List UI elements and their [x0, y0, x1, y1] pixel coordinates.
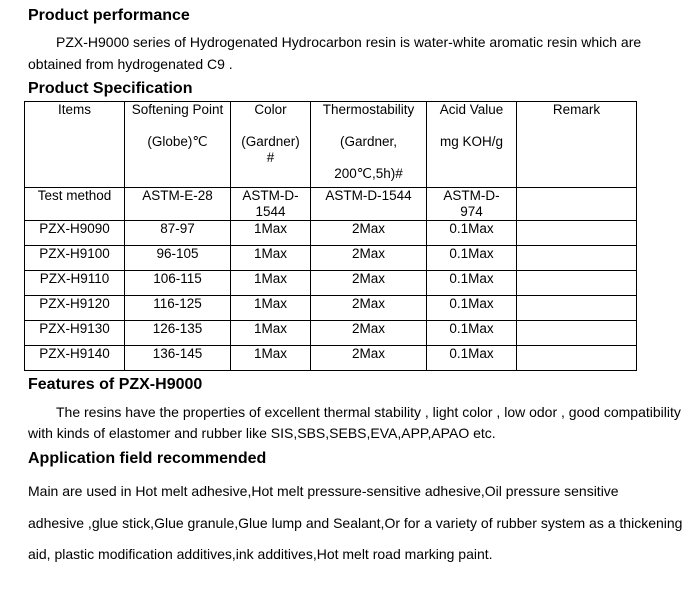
- cell-remark: [517, 246, 637, 271]
- cell-color: 1Max: [231, 296, 311, 321]
- cell-thermostability: 2Max: [311, 246, 427, 271]
- application-text-line-3: aid, plastic modification additives,ink additives,Hot melt road marking paint.: [28, 546, 493, 562]
- header-acid-value: Acid Value mg KOH/g: [427, 102, 517, 188]
- features-text-line-1: The resins have the properties of excellent thermal stability , light color , low odor , good compatibility: [56, 404, 681, 420]
- header-softening-point: Softening Point (Globe)℃: [125, 102, 231, 188]
- cell-item: PZX-H9110: [25, 271, 125, 296]
- performance-text-line-1: PZX-H9000 series of Hydrogenated Hydrocarbon resin is water-white aromatic resin which are: [56, 34, 642, 50]
- header-remark: Remark: [517, 102, 637, 188]
- application-heading: Application field recommended: [28, 450, 267, 467]
- cell-color: 1Max: [231, 346, 311, 371]
- test-method-color: ASTM-D- 1544: [231, 188, 311, 221]
- product-specification-heading: Product Specification: [28, 80, 193, 97]
- cell-softening: 106-115: [125, 271, 231, 296]
- cell-color: 1Max: [231, 271, 311, 296]
- application-text-line-1: Main are used in Hot melt adhesive,Hot melt pressure-sensitive adhesive,Oil pressure sensitive: [28, 483, 619, 499]
- cell-thermostability: 2Max: [311, 346, 427, 371]
- cell-remark: [517, 346, 637, 371]
- cell-acid: 0.1Max: [427, 296, 517, 321]
- test-method-acid: ASTM-D- 974: [427, 188, 517, 221]
- product-performance-heading: Product performance: [28, 7, 190, 24]
- cell-item: PZX-H9120: [25, 296, 125, 321]
- specification-table: [24, 101, 637, 371]
- table-header-row: [25, 102, 637, 188]
- application-text-line-2: adhesive ,glue stick,Glue granule,Glue lump and Sealant,Or for a variety of rubber system as a thickening: [28, 515, 683, 531]
- cell-thermostability: 2Max: [311, 221, 427, 246]
- table-row: [25, 246, 637, 271]
- performance-text-line-2: obtained from hydrogenated C9 .: [28, 56, 233, 72]
- header-items: Items: [25, 102, 125, 188]
- cell-softening: 136-145: [125, 346, 231, 371]
- test-method-remark: [517, 188, 637, 221]
- test-method-softening: ASTM-E-28: [125, 188, 231, 221]
- cell-remark: [517, 271, 637, 296]
- cell-item: PZX-H9140: [25, 346, 125, 371]
- features-heading: Features of PZX-H9000: [28, 376, 203, 393]
- cell-acid: 0.1Max: [427, 321, 517, 346]
- cell-color: 1Max: [231, 221, 311, 246]
- header-thermostability: Thermostability (Gardner, 200℃,5h)#: [311, 102, 427, 188]
- cell-item: PZX-H9100: [25, 246, 125, 271]
- table-row: [25, 221, 637, 246]
- cell-thermostability: 2Max: [311, 321, 427, 346]
- table-row: [25, 321, 637, 346]
- cell-item: PZX-H9130: [25, 321, 125, 346]
- features-text-line-2: with kinds of elastomer and rubber like SIS,SBS,SEBS,EVA,APP,APAO etc.: [28, 425, 496, 441]
- cell-acid: 0.1Max: [427, 346, 517, 371]
- cell-acid: 0.1Max: [427, 246, 517, 271]
- test-method-label: Test method: [25, 188, 125, 221]
- cell-item: PZX-H9090: [25, 221, 125, 246]
- cell-remark: [517, 221, 637, 246]
- cell-remark: [517, 321, 637, 346]
- cell-color: 1Max: [231, 246, 311, 271]
- table-row: [25, 271, 637, 296]
- cell-softening: 96-105: [125, 246, 231, 271]
- cell-thermostability: 2Max: [311, 296, 427, 321]
- table-row: [25, 296, 637, 321]
- cell-softening: 116-125: [125, 296, 231, 321]
- table-row: [25, 346, 637, 371]
- cell-color: 1Max: [231, 321, 311, 346]
- cell-acid: 0.1Max: [427, 221, 517, 246]
- cell-softening: 126-135: [125, 321, 231, 346]
- cell-acid: 0.1Max: [427, 271, 517, 296]
- header-color: Color (Gardner) #: [231, 102, 311, 188]
- cell-thermostability: 2Max: [311, 271, 427, 296]
- cell-remark: [517, 296, 637, 321]
- test-method-row: [25, 188, 637, 221]
- test-method-thermostability: ASTM-D-1544: [311, 188, 427, 221]
- cell-softening: 87-97: [125, 221, 231, 246]
